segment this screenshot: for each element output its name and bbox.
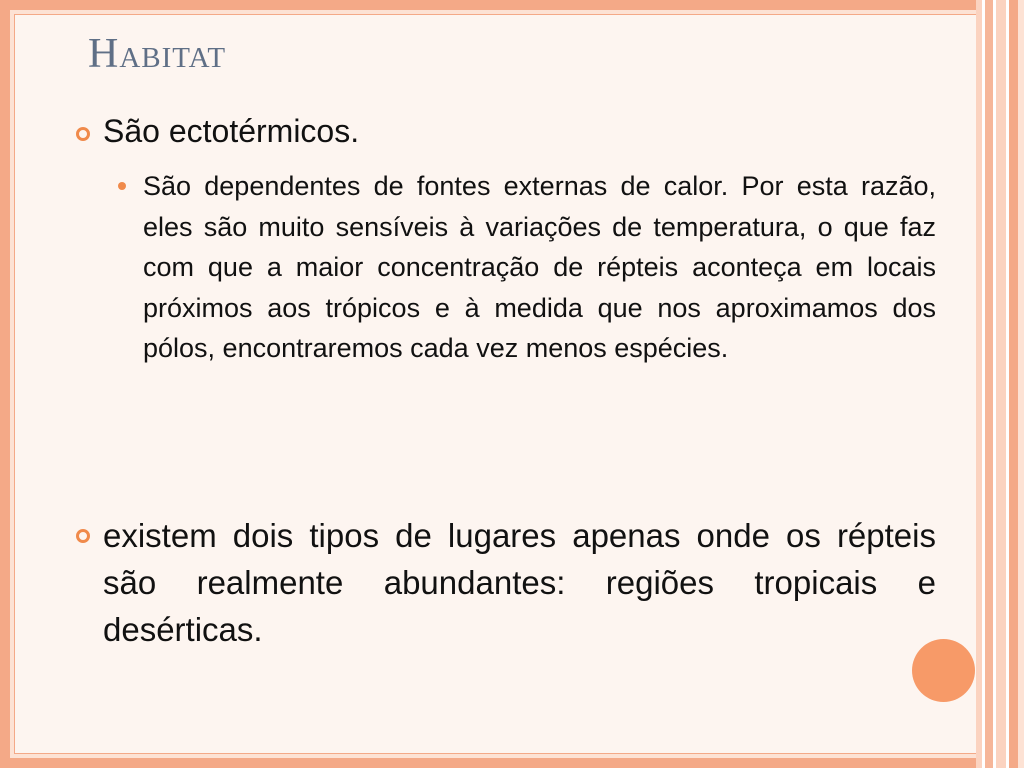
- bullet-ectothermic: São ectotérmicos.: [103, 113, 360, 149]
- ring-bullet-icon: [76, 529, 90, 543]
- sub-bullet-heat-dependence: São dependentes de fontes externas de calor. Por esta razão, eles são muito sensíveis à variações de temperatura, o que faz com que a maior concentração de répteis aconteça em locais próximos aos trópicos e à medida que nos aproximamos dos pólos, encontraremos cada vez menos espécies.: [143, 171, 936, 363]
- ring-bullet-icon: [76, 127, 90, 141]
- bullet-reptile-habitats: existem dois tipos de lugares apenas onde os répteis são realmente abundantes: regiões tropicais e desérticas.: [103, 517, 936, 648]
- orange-circle-icon: [912, 639, 975, 702]
- slide-title: Habitat: [88, 31, 227, 77]
- dot-bullet-icon: [118, 182, 126, 190]
- right-stripes-decoration: [976, 0, 1024, 768]
